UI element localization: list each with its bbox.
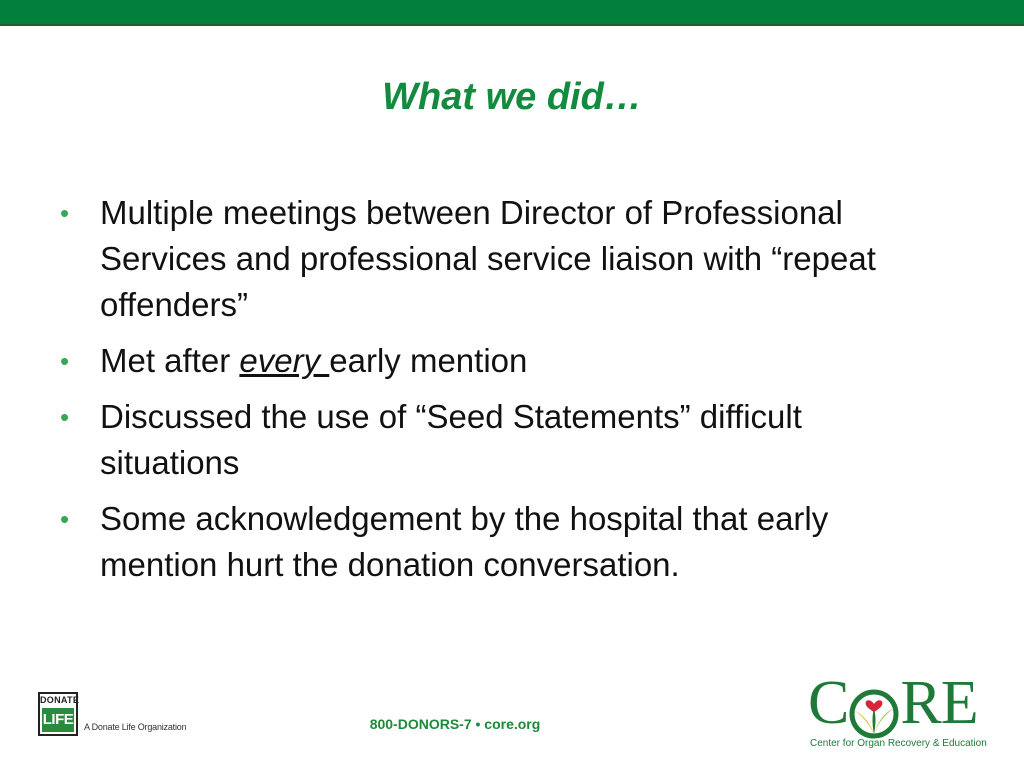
core-wordmark [808, 668, 978, 738]
bullet-text: Discussed the use of “Seed Statements” difficult situations [100, 398, 802, 481]
bullet-text-post: early mention [329, 342, 528, 379]
bullet-dot-icon: • [60, 198, 70, 228]
bullet-dot-icon: • [60, 504, 70, 534]
bullet-text: Some acknowledgement by the hospital that early mention hurt the donation conversation. [100, 500, 829, 583]
core-letter-c: C [808, 669, 849, 737]
bullet-dot-icon: • [60, 346, 70, 376]
donate-life-logo-top: DONATE [40, 695, 80, 705]
heart-icon [866, 700, 883, 712]
bullet-text-pre: Met after [100, 342, 240, 379]
donate-life-logo-bottom: LIFE [42, 708, 74, 732]
top-accent-bar [0, 0, 1024, 26]
footer-contact: 800-DONORS-7 • core.org [369, 716, 541, 732]
bullet-list [58, 190, 878, 598]
slide-title: What we did… [382, 76, 642, 118]
bullet-item [58, 338, 878, 384]
core-letters-re: RE [900, 669, 978, 737]
bullet-item [58, 394, 878, 486]
bullet-emphasis: every [239, 342, 330, 379]
bullet-item [58, 496, 878, 588]
core-subtitle: Center for Organ Recovery & Education [810, 738, 987, 749]
core-o-emblem-icon [848, 682, 900, 738]
core-logo [808, 668, 998, 752]
donate-life-tagline: A Donate Life Organization [84, 722, 187, 732]
bullet-text: Multiple meetings between Director of Professional Services and professional service liaison with “repeat offenders” [100, 194, 876, 323]
bullet-item [58, 190, 878, 328]
bullet-dot-icon: • [60, 402, 70, 432]
